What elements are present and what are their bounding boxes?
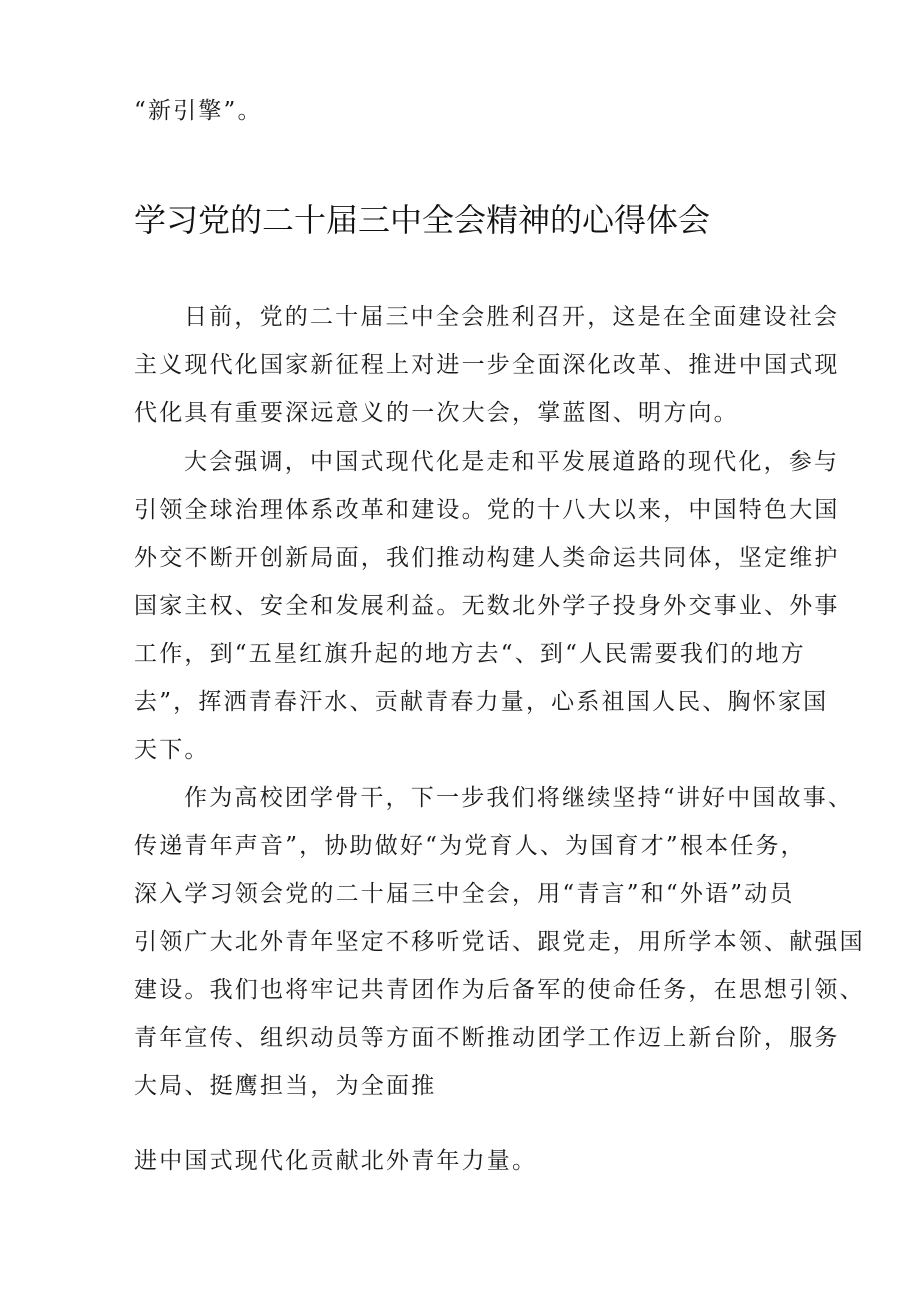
paragraph-line: 日前，党的二十届三中全会胜利召开，这是在全面建设社会 [184, 304, 840, 330]
paragraph-line: 作为高校团学骨干，下一步我们将继续坚持“讲好中国故事、 [184, 785, 854, 811]
paragraph-line: 工作，到“五星红旗升起的地方去“、到“人民需要我们的地方 [134, 641, 806, 667]
final-line: 进中国式现代化贡献北外青年力量。 [134, 1148, 538, 1174]
paragraph-line: 引领广大北外青年坚定不移听党话、跟党走，用所学本领、献强国 [134, 929, 865, 955]
paragraph-line: 天下。 [134, 737, 210, 763]
continuation-text: “新引擎”。 [134, 98, 263, 124]
paragraph-line: 主义现代化国家新征程上对进一步全面深化改革、推进中国式现 [134, 352, 840, 378]
paragraph-line: 传递青年声音”，协助做好“为党育人、为国育才”根本任务， [134, 833, 806, 859]
paragraph-line: 代化具有重要深远意义的一次大会，掌蓝图、明方向。 [134, 400, 739, 426]
paragraph-line: 大局、挺鹰担当，为全面推 [134, 1073, 437, 1099]
paragraph-line: 青年宣传、组织动员等方面不断推动团学工作迈上新台阶，服务 [134, 1025, 840, 1051]
paragraph-line: 引领全球治理体系改革和建设。党的十八大以来，中国特色大国 [134, 497, 840, 523]
paragraph-line: 国家主权、安全和发展利益。无数北外学子投身外交事业、外事 [134, 593, 840, 619]
paragraph-line: 建设。我们也将牢记共青团作为后备军的使命任务，在思想引领、 [134, 977, 865, 1003]
paragraph-line: 外交不断开创新局面，我们推动构建人类命运共同体，坚定维护 [134, 545, 840, 571]
paragraph-line: 去”，挥洒青春汗水、贡献青春力量，心系祖国人民、胸怀家国 [134, 689, 829, 715]
page-title: 学习党的二十届三中全会精神的心得体会 [134, 201, 711, 239]
paragraph-line: 大会强调，中国式现代化是走和平发展道路的现代化，参与 [184, 449, 840, 475]
paragraph-line: 深入学习领会党的二十届三中全会，用“青言”和“外语”动员 [134, 881, 795, 907]
